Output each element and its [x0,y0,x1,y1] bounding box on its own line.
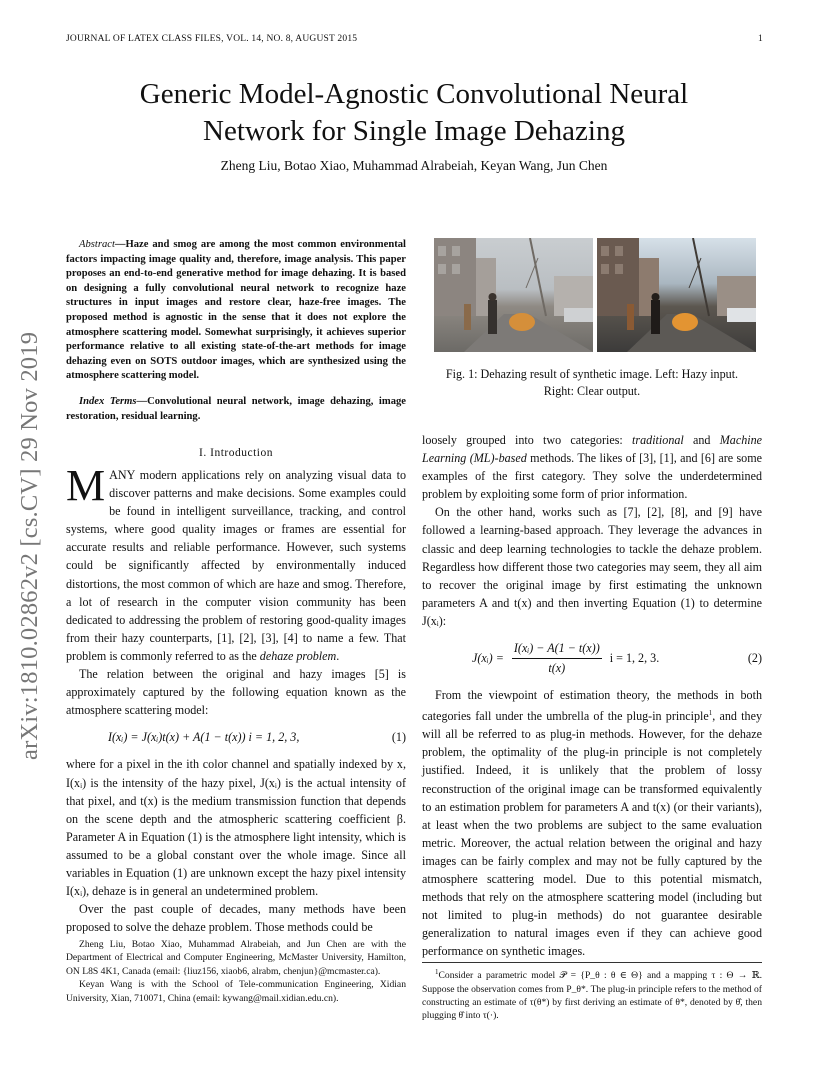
right-paragraph-1 [422,431,762,503]
text-run: loosely grouped into two categories: [422,433,633,447]
text-run: , and they will all be referred to as plug-in methods. However, for the dehaze problem, the optimality of the plug-in principle is not completely justified. Indeed, it is unlikely that the problem of lossy reconstruction of the original image can be transformed equivalently to an estimation problem for parameters A and t(x) (or their variants), at least when the two problems are subject to the same evaluation metric. Moreover, the actual relation between the original and hazy images can be fairly complex and may not be fully captured by the atmosphere scattering model. Due to this potential mismatch, methods that rely on the atmosphere scattering model (including but not limited to plug-in methods) do not guarantee desirable generalization to natural images even if they can achieve good performance on synthetic images. [422,709,763,959]
abstract-text: —Haze and smog are among the most common environmental factors impacting image quality and, therefore, image analysis. This paper proposes an end-to-end generative method for image dehazing. It is based on designing a fully convolutional neural network to recognize haze structures in input images and restore clear, haze-free images. The proposed method is agnostic in the sense that it does not explore the atmosphere scattering model. Somewhat surprisingly, it achieves superior performance relative to all existing state-of-the-art methods for image dehazing even on SOTS outdoor images, which are synthesized using the atmosphere scattering model. [66,239,406,382]
text-run: and [683,433,720,447]
equation-2-range: i = 1, 2, 3. [609,650,660,665]
footnote [422,962,762,1023]
equation-2-number: (2) [747,650,762,665]
abstract-label: Abstract [79,239,115,250]
text-run: From the viewpoint of estimation theory, the methods in both categories fall under the umbrella of the plug-in principle [422,688,762,724]
paper-title [60,76,768,150]
sentence-end: . [336,648,340,663]
equation-2-numerator: I(xᵢ) − A(1 − t(x)) [512,639,602,658]
right-paragraph-2: On the other hand, works such as [7], [2], [8], and [9] have followed a learning-based approach. They leverage the advances in classic and deep learning technologies to tackle the dehaze problem. Regardless how different those two categories may seem, they all aim to recover the original image by first estimating the unknown parameters A and t(x) and then inverting Equation (1) to determine J(xᵢ): [422,505,762,628]
intro-paragraph-3: where for a pixel in the ith color channel and spatially indexed by x, I(xᵢ) is the intensity of the hazy pixel, J(xᵢ) is the actual intensity of that pixel, and t(x) is the medium transmission function that depends on the scene depth and the atmospheric scattering coefficient β. Parameter A in Equation (1) is the atmosphere light intensity, which is assumed to be a global constant over the whole image. Since all variables in Equation (1) are unknown except the hazy pixel intensity I(xᵢ), dehaze is in general an undetermined problem. [66,757,406,899]
intro-body [66,461,406,936]
equation-1 [108,728,406,746]
equation-2-fraction [512,639,602,676]
title-line-2: Network for Single Image Dehazing [203,115,625,147]
affiliation-footnote [66,938,406,1005]
drop-cap: M [66,461,106,510]
running-header: JOURNAL OF LATEX CLASS FILES, VOL. 14, NO. 8, AUGUST 2015 [66,34,358,44]
caption-line-2: Right: Clear output. [543,384,641,398]
dehaze-problem-term: dehaze problem [259,648,337,663]
affiliation-1: Zheng Liu, Botao Xiao, Muhammad Alrabeiah, and Jun Chen are with the Department of Electrical and Computer Engineering, McMaster University, Hamilton, ON L8S 4K1, Canada (email: {liuz156, xiaob6, alrabm, chenjun}@mcmaster.ca). [66,939,406,977]
caption-line-1: Fig. 1: Dehazing result of synthetic image. Left: Hazy input. [445,367,739,381]
title-line-1: Generic Model-Agnostic Convolutional Neural [139,78,689,110]
clear-output-image [597,238,756,352]
arxiv-stamp [10,282,54,762]
footnote-marker: 1 [708,709,713,718]
abstract [66,238,406,384]
ml-based-term: Machine Learning (ML)-based [422,433,763,466]
intro-paragraph-4: Over the past couple of decades, many methods have been proposed to solve the dehaze problem. Those methods could be [66,902,406,935]
figure-1-caption [422,366,762,400]
author-list: Zheng Liu, Botao Xiao, Muhammad Alrabeiah, Keyan Wang, Jun Chen [220,158,608,173]
intro-paragraph-1: ANY modern applications rely on analyzing visual data to discover patterns and make decisions. Some examples could be found in intelligent surveillance, tracking, and control systems, where good quality images or frames are essential for accurate results and reliable performance. However, such systems could be significantly affected by environmentally induced distortions, the most common of which are haze and smog. Therefore, a lot of research in the computer vision community has been dedicated to addressing the problem of restoring good-quality images from their hazy counterparts, [1], [2], [3], [4] to name a few. That problem is commonly referred to as the [66,468,406,663]
affiliation-2: Keyan Wang is with the School of Tele-communication Engineering, Xidian University, Xian, 710071, China (email: kywang@mail.xidian.edu.cn). [66,979,406,1004]
footnote-text: Consider a parametric model 𝒫 = {P_θ : θ ∈ Θ} and a mapping τ : Θ → ℝ. Suppose the observation comes from P_θ*. The plug-in principle refers to the method of constructing an estimate of τ(θ*) by first deriving an estimate of θ*, denoted by θ̂, then plugging θ̂ into τ(·). [422,970,762,1022]
intro-paragraph-2: The relation between the original and hazy images [5] is approximately captured by the following equation known as the atmosphere scattering model: [66,667,406,718]
index-terms-text: —Convolutional neural network, image dehazing, image restoration, residual learning. [66,396,406,422]
equation-2-lhs: J(xᵢ) = [472,650,504,665]
text-run: methods. The likes of [3], [1], and [6] are some examples of the first category. They solve the underdetermined problem by exploiting some form of prior information. [422,451,763,502]
index-terms [66,395,406,424]
hazy-input-image [434,238,593,352]
arxiv-id: arXiv:1810.02862v2 [cs.CV] 29 Nov 2019 [16,331,43,760]
equation-2-denominator: t(x) [548,660,566,675]
equation-1-body: I(xᵢ) = J(xᵢ)t(x) + A(1 − t(x)) i = 1, 2, 3, [108,730,300,745]
right-paragraph-3 [422,686,762,960]
page-number: 1 [758,34,763,44]
footnote-number: 1 [435,968,439,976]
index-terms-label: Index Terms [79,396,137,407]
traditional-term: traditional [632,433,684,447]
right-column-body [422,431,762,960]
equation-1-number: (1) [391,730,406,745]
section-heading: I. Introduction [199,447,273,459]
figure-1 [434,238,756,352]
equation-2 [472,640,762,676]
